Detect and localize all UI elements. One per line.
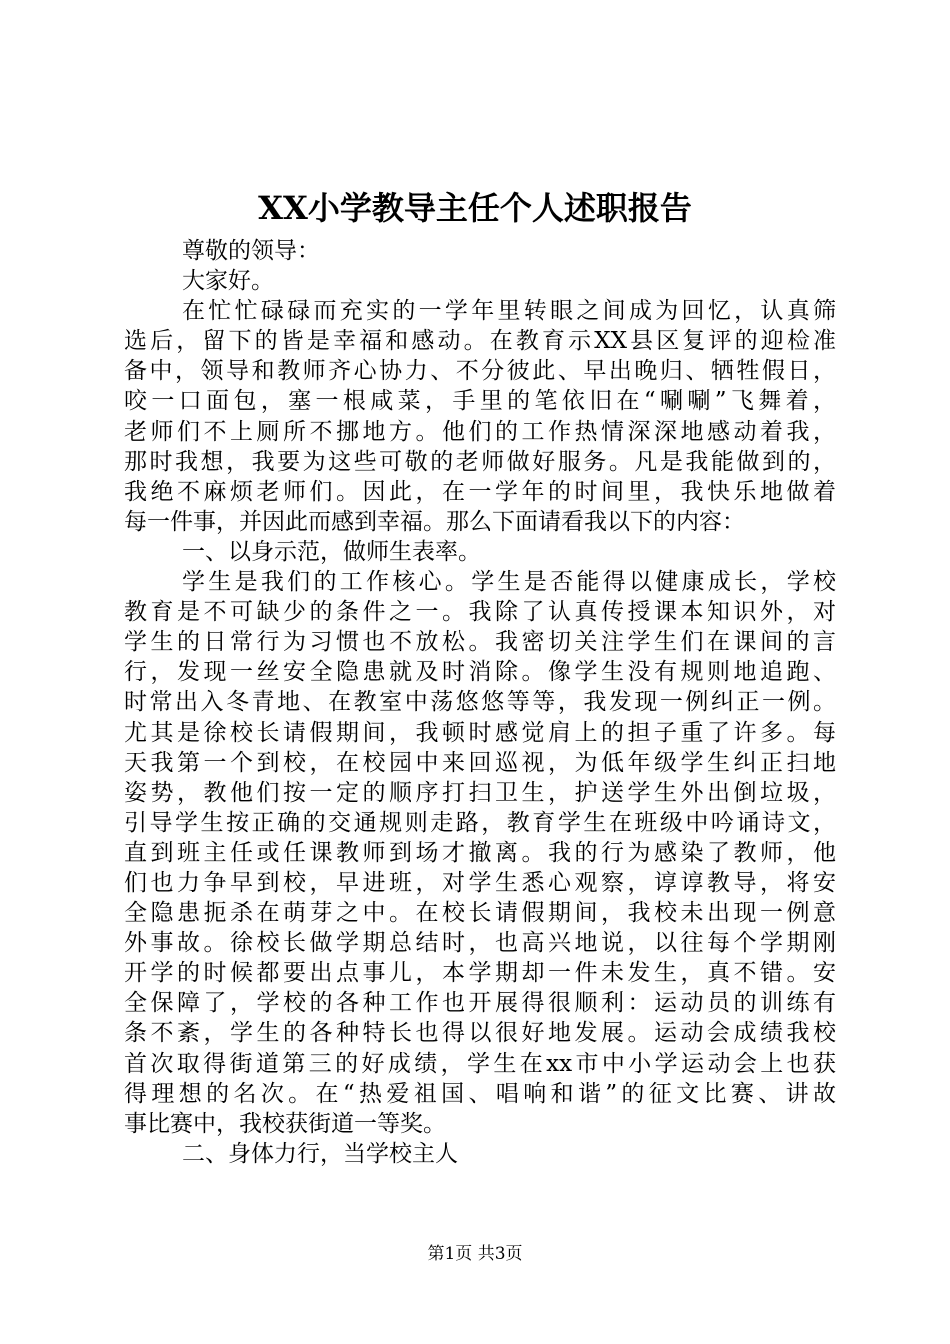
text-line: 每一件事，并因此而感到幸福。那么下面请看我以下的内容： (124, 508, 745, 535)
text-line: 备中，领导和教师齐心协力、不分彼此、早出晚归、牺牲假日， (124, 358, 836, 385)
text-line: 那时我想，我要为这些可敬的老师做好服务。凡是我能做到的， (124, 448, 836, 475)
text-line: 行，发现一丝安全隐患就及时消除。像学生没有规则地追跑、 (124, 659, 836, 686)
text-line: 姿势，教他们按一定的顺序打扫卫生，护送学生外出倒垃圾， (124, 779, 836, 806)
text-line: 首次取得街道第三的好成绩，学生在xx市中小学运动会上也获 (124, 1050, 836, 1077)
text-line: 学生的日常行为习惯也不放松。我密切关注学生们在课间的言 (124, 629, 836, 656)
text-line: 在忙忙碌碌而充实的一学年里转眼之间成为回忆，认真筛 (182, 298, 836, 325)
document-title: XX小学教导主任个人述职报告 (258, 189, 692, 227)
text-line: 引导学生按正确的交通规则走路，教育学生在班级中吟诵诗文， (124, 809, 836, 836)
text-line: 尊敬的领导： (182, 238, 320, 264)
text-line: 们也力争早到校，早进班，对学生悉心观察，谆谆教导，将安 (124, 869, 836, 896)
text-line: 咬一口面包，塞一根咸菜，手里的笔依旧在“唰唰”飞舞着， (124, 388, 836, 415)
text-line: 大家好。 (182, 268, 274, 295)
text-line: 老师们不上厕所不挪地方。他们的工作热情深深地感动着我， (124, 418, 836, 445)
text-line: 事比赛中，我校获街道一等奖。 (124, 1110, 446, 1137)
text-line: 我绝不麻烦老师们。因此，在一学年的时间里，我快乐地做着 (124, 478, 836, 505)
text-line: 天我第一个到校，在校园中来回巡视，为低年级学生纠正扫地 (124, 749, 836, 776)
text-line: 开学的时候都要出点事儿，本学期却一件未发生，真不错。安 (124, 960, 836, 987)
text-line: 教育是不可缺少的条件之一。我除了认真传授课本知识外，对 (124, 599, 836, 626)
text-line: 全隐患扼杀在萌芽之中。在校长请假期间，我校未出现一例意 (124, 900, 836, 927)
text-line: 时常出入冬青地、在教室中荡悠悠等等，我发现一例纠正一例。 (124, 689, 836, 716)
text-line: 学生是我们的工作核心。学生是否能得以健康成长，学校 (182, 569, 836, 596)
text-line: 二、身体力行，当学校主人 (182, 1140, 458, 1167)
text-line: 得理想的名次。在“热爱祖国、唱响和谐”的征文比赛、讲故 (124, 1080, 836, 1107)
text-line: 尤其是徐校长请假期间，我顿时感觉肩上的担子重了许多。每 (124, 719, 836, 746)
text-line: 条不紊，学生的各种特长也得以很好地发展。运动会成绩我校 (124, 1020, 836, 1047)
text-line: 一、以身示范，做师生表率。 (182, 538, 481, 565)
text-line: 直到班主任或任课教师到场才撤离。我的行为感染了教师，他 (124, 839, 836, 866)
text-line: 外事故。徐校长做学期总结时，也高兴地说，以往每个学期刚 (124, 930, 836, 957)
text-line: 选后，留下的皆是幸福和感动。在教育示XX县区复评的迎检准 (124, 328, 836, 355)
text-line: 全保障了，学校的各种工作也开展得很顺利：运动员的训练有 (124, 990, 836, 1017)
document-body (124, 236, 836, 1169)
page-footer: 第1页 共3页 (427, 1244, 523, 1264)
